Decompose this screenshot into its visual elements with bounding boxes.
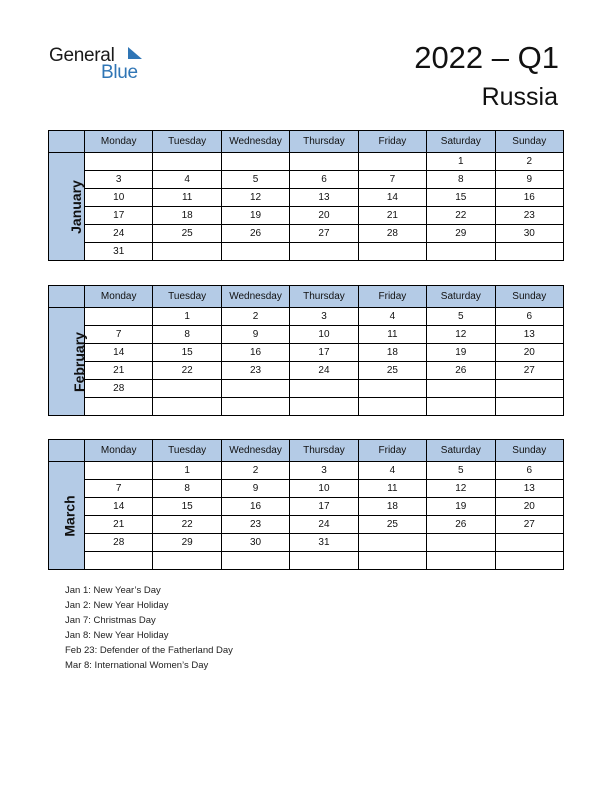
day-cell: 22 (427, 207, 495, 225)
day-cell: 29 (427, 225, 495, 243)
week-row (49, 153, 564, 171)
day-cell: 20 (495, 344, 563, 362)
weekday-header-row (49, 440, 564, 462)
day-cell: 11 (153, 189, 221, 207)
day-cell (427, 380, 495, 398)
day-cell: 9 (221, 480, 289, 498)
week-row (49, 498, 564, 516)
day-cell: 3 (290, 308, 358, 326)
holiday-day-cell: 7 (358, 171, 426, 189)
day-cell (290, 398, 358, 416)
day-cell: 23 (221, 516, 289, 534)
day-cell (358, 534, 426, 552)
day-cell: 20 (495, 498, 563, 516)
day-cell: 13 (495, 326, 563, 344)
day-cell: 5 (427, 462, 495, 480)
day-cell: 13 (495, 480, 563, 498)
day-cell (495, 534, 563, 552)
day-cell (221, 153, 289, 171)
holiday-item: Jan 1: New Year’s Day (65, 585, 161, 596)
header-corner (49, 131, 85, 153)
day-cell: 19 (427, 344, 495, 362)
holiday-day-cell: 2 (495, 153, 563, 171)
day-cell: 20 (290, 207, 358, 225)
day-cell (358, 153, 426, 171)
day-cell: 16 (221, 498, 289, 516)
day-cell: 18 (358, 498, 426, 516)
holiday-item: Jan 8: New Year Holiday (65, 630, 169, 641)
day-cell (290, 243, 358, 261)
day-cell (153, 243, 221, 261)
day-cell: 4 (358, 308, 426, 326)
week-row (49, 308, 564, 326)
day-cell (290, 153, 358, 171)
day-cell: 8 (153, 326, 221, 344)
day-cell (85, 462, 153, 480)
day-cell: 21 (358, 207, 426, 225)
weekday-header: Thursday (290, 131, 358, 153)
brand-logo (49, 45, 149, 85)
week-row (49, 326, 564, 344)
day-cell: 24 (290, 516, 358, 534)
month-name: February (70, 331, 87, 392)
day-cell: 10 (290, 326, 358, 344)
day-cell (495, 552, 563, 570)
day-cell (495, 380, 563, 398)
month-calendar-january (48, 130, 564, 261)
month-name: March (61, 494, 78, 537)
day-cell: 2 (221, 308, 289, 326)
day-cell: 10 (85, 189, 153, 207)
header-corner (49, 286, 85, 308)
weekday-header: Saturday (427, 131, 495, 153)
weekday-header: Sunday (495, 440, 563, 462)
day-cell: 23 (495, 207, 563, 225)
day-cell: 16 (495, 189, 563, 207)
day-cell: 25 (153, 225, 221, 243)
day-cell: 24 (290, 362, 358, 380)
day-cell: 28 (85, 534, 153, 552)
weekday-header: Sunday (495, 286, 563, 308)
week-row (49, 398, 564, 416)
day-cell: 9 (495, 171, 563, 189)
day-cell: 25 (358, 516, 426, 534)
week-row (49, 225, 564, 243)
day-cell: 28 (358, 225, 426, 243)
day-cell (221, 398, 289, 416)
weekday-header: Wednesday (221, 286, 289, 308)
calendar-table (48, 439, 564, 570)
month-calendar-march (48, 439, 564, 570)
day-cell (358, 398, 426, 416)
day-cell: 29 (153, 534, 221, 552)
day-cell: 9 (221, 326, 289, 344)
day-cell: 6 (290, 171, 358, 189)
holiday-day-cell: 23 (221, 362, 289, 380)
day-cell: 17 (85, 207, 153, 225)
day-cell (290, 380, 358, 398)
day-cell (358, 243, 426, 261)
month-label-cell (49, 308, 85, 416)
weekday-header: Tuesday (153, 440, 221, 462)
month-calendar-february (48, 285, 564, 416)
day-cell: 14 (85, 344, 153, 362)
week-row (49, 171, 564, 189)
day-cell: 6 (495, 308, 563, 326)
weekday-header-row (49, 286, 564, 308)
day-cell: 1 (153, 308, 221, 326)
weekday-header-row (49, 131, 564, 153)
holiday-day-cell: 8 (153, 480, 221, 498)
calendar-table (48, 130, 564, 261)
day-cell (358, 380, 426, 398)
day-cell (427, 398, 495, 416)
day-cell: 4 (153, 171, 221, 189)
day-cell: 21 (85, 516, 153, 534)
weekday-header: Monday (85, 286, 153, 308)
day-cell: 17 (290, 344, 358, 362)
brand-word-blue: Blue (101, 62, 138, 83)
weekday-header: Wednesday (221, 440, 289, 462)
week-row (49, 516, 564, 534)
day-cell: 19 (427, 498, 495, 516)
holiday-item: Jan 7: Christmas Day (65, 615, 156, 626)
weekday-header: Friday (358, 286, 426, 308)
day-cell (85, 398, 153, 416)
week-row (49, 207, 564, 225)
day-cell: 18 (358, 344, 426, 362)
weekday-header: Tuesday (153, 286, 221, 308)
day-cell (153, 552, 221, 570)
day-cell: 30 (495, 225, 563, 243)
week-row (49, 480, 564, 498)
week-row (49, 189, 564, 207)
day-cell: 26 (427, 362, 495, 380)
day-cell (153, 398, 221, 416)
weekday-header: Saturday (427, 440, 495, 462)
weekday-header: Thursday (290, 440, 358, 462)
holiday-item: Feb 23: Defender of the Fatherland Day (65, 645, 233, 656)
holiday-list (65, 583, 233, 673)
header-corner (49, 440, 85, 462)
day-cell (495, 398, 563, 416)
day-cell: 15 (427, 189, 495, 207)
week-row (49, 462, 564, 480)
day-cell: 4 (358, 462, 426, 480)
day-cell: 14 (358, 189, 426, 207)
day-cell: 3 (85, 171, 153, 189)
day-cell (495, 243, 563, 261)
day-cell (85, 308, 153, 326)
day-cell: 1 (153, 462, 221, 480)
day-cell (153, 380, 221, 398)
day-cell (290, 552, 358, 570)
day-cell (358, 552, 426, 570)
holiday-day-cell: 8 (427, 171, 495, 189)
holiday-item: Mar 8: International Women’s Day (65, 660, 209, 671)
day-cell (427, 243, 495, 261)
day-cell: 12 (427, 480, 495, 498)
day-cell: 2 (221, 462, 289, 480)
day-cell: 11 (358, 326, 426, 344)
day-cell: 21 (85, 362, 153, 380)
day-cell: 14 (85, 498, 153, 516)
day-cell: 10 (290, 480, 358, 498)
day-cell: 24 (85, 225, 153, 243)
brand-flag-icon (126, 47, 142, 61)
month-label-cell (49, 462, 85, 570)
day-cell: 31 (290, 534, 358, 552)
day-cell: 27 (495, 362, 563, 380)
weekday-header: Thursday (290, 286, 358, 308)
day-cell: 15 (153, 344, 221, 362)
day-cell: 17 (290, 498, 358, 516)
day-cell: 16 (221, 344, 289, 362)
day-cell: 12 (427, 326, 495, 344)
week-row (49, 362, 564, 380)
day-cell: 3 (290, 462, 358, 480)
holiday-day-cell: 1 (427, 153, 495, 171)
day-cell: 22 (153, 516, 221, 534)
month-name: January (67, 179, 84, 234)
weekday-header: Sunday (495, 131, 563, 153)
day-cell: 7 (85, 326, 153, 344)
weekday-header: Friday (358, 440, 426, 462)
day-cell (85, 552, 153, 570)
weekday-header: Monday (85, 131, 153, 153)
weekday-header: Friday (358, 131, 426, 153)
weekday-header: Monday (85, 440, 153, 462)
week-row (49, 344, 564, 362)
day-cell (221, 552, 289, 570)
day-cell (153, 153, 221, 171)
page-title: 2022 – Q1 (414, 40, 559, 75)
day-cell: 28 (85, 380, 153, 398)
weekday-header: Wednesday (221, 131, 289, 153)
day-cell: 13 (290, 189, 358, 207)
day-cell: 12 (221, 189, 289, 207)
day-cell: 19 (221, 207, 289, 225)
day-cell: 30 (221, 534, 289, 552)
day-cell: 26 (427, 516, 495, 534)
day-cell: 15 (153, 498, 221, 516)
day-cell (85, 153, 153, 171)
day-cell: 5 (221, 171, 289, 189)
holiday-item: Jan 2: New Year Holiday (65, 600, 169, 611)
day-cell: 11 (358, 480, 426, 498)
month-label-cell (49, 153, 85, 261)
day-cell: 27 (495, 516, 563, 534)
day-cell: 18 (153, 207, 221, 225)
day-cell: 27 (290, 225, 358, 243)
brand-word-general: General (49, 45, 115, 66)
day-cell (221, 243, 289, 261)
week-row (49, 380, 564, 398)
weekday-header: Tuesday (153, 131, 221, 153)
day-cell: 25 (358, 362, 426, 380)
day-cell (427, 534, 495, 552)
day-cell: 7 (85, 480, 153, 498)
day-cell: 31 (85, 243, 153, 261)
week-row (49, 552, 564, 570)
week-row (49, 243, 564, 261)
country-name: Russia (481, 83, 558, 111)
day-cell: 22 (153, 362, 221, 380)
calendar-table (48, 285, 564, 416)
day-cell: 26 (221, 225, 289, 243)
week-row (49, 534, 564, 552)
day-cell: 6 (495, 462, 563, 480)
day-cell (221, 380, 289, 398)
weekday-header: Saturday (427, 286, 495, 308)
day-cell (427, 552, 495, 570)
day-cell: 5 (427, 308, 495, 326)
